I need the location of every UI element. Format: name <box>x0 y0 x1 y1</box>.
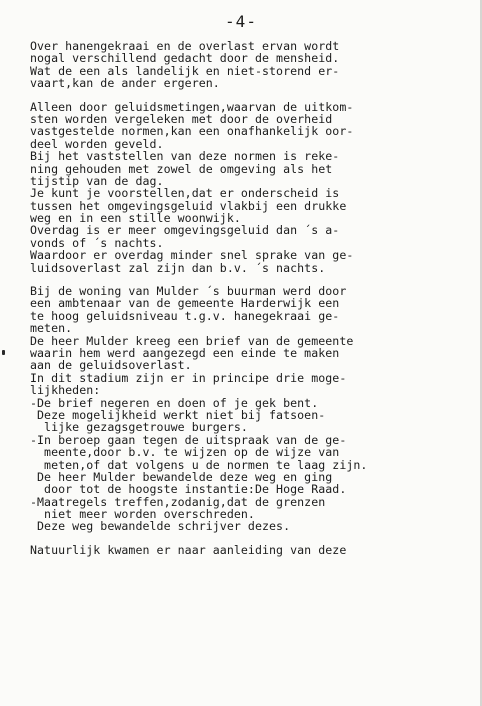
text-line: een ambtenaar van de gemeente Harderwijk een <box>30 296 340 311</box>
paragraph <box>30 40 470 90</box>
text-line: Wat de een als landelijk en niet-storend er- <box>30 63 340 78</box>
text-line: deel worden geveld. <box>30 136 164 151</box>
text-line: meente,door b.v. te wijzen op de wijze van <box>30 445 340 460</box>
text-line: Bij het vaststellen van deze normen is reke- <box>30 149 340 164</box>
text-line: Deze mogelijkheid werkt niet bij fatsoen- <box>30 407 326 422</box>
text-line: Alleen door geluidsmetingen,waarvan de uitkom- <box>30 99 354 114</box>
text-line: Deze weg bewandelde schrijver dezes. <box>30 519 291 534</box>
text-line: lijke gezagsgetrouwe burgers. <box>30 420 248 435</box>
text-line: door tot de hoogste instantie:De Hoge Raad. <box>30 482 347 497</box>
body-text <box>30 40 470 556</box>
text-line: nogal verschillend gedacht door de mensheid. <box>30 51 340 66</box>
text-line: sten worden vergeleken met door de overheid <box>30 111 333 126</box>
text-line: Over hanengekraai en de overlast ervan wordt <box>30 39 340 53</box>
paragraph <box>30 544 470 556</box>
page-number: -4- <box>225 12 257 31</box>
text-line: meten,of dat volgens u de normen te laag zijn. <box>30 457 368 472</box>
paragraph <box>30 101 470 274</box>
text-line: -Maatregels treffen,zodanig,dat de grenzen <box>30 494 326 509</box>
text-line: lijkheden: <box>30 383 101 398</box>
text-line: meten. <box>30 321 73 336</box>
text-line: ning gehouden met zowel de omgeving als het <box>30 161 333 176</box>
text-line: -De brief negeren en doen of je gek bent. <box>30 395 319 410</box>
text-line: te hoog geluidsniveau t.g.v. hanegekraai ge- <box>30 308 340 323</box>
text-line: tijstip van de dag. <box>30 173 164 188</box>
text-line: -In beroep gaan tegen de uitspraak van de ge- <box>30 432 347 447</box>
text-line: Waardoor er overdag minder snel sprake van ge- <box>30 248 354 263</box>
text-line: waarin hem werd aangezegd een einde te maken <box>30 345 340 360</box>
binding-hole-mark <box>2 350 5 355</box>
text-line: De heer Mulder bewandelde deze weg en ging <box>30 469 333 484</box>
text-line: Bij de woning van Mulder ´s buurman werd door <box>30 284 347 299</box>
text-line: Natuurlijk kwamen er naar aanleiding van deze <box>30 542 347 557</box>
text-line: aan de geluidsoverlast. <box>30 358 192 373</box>
paragraph-gap <box>30 90 470 101</box>
text-line: vonds of ´s nachts. <box>30 235 164 250</box>
text-line: weg en in een stille woonwijk. <box>30 211 241 226</box>
text-line: Overdag is er meer omgevingsgeluid dan ´s a- <box>30 223 340 238</box>
text-line: luidsoverlast zal zijn dan b.v. ´s nachts. <box>30 260 326 275</box>
text-line: vastgestelde normen,kan een onafhankelijk oor- <box>30 124 354 139</box>
text-line: Je kunt je voorstellen,dat er onderscheid is <box>30 186 340 201</box>
paragraph <box>30 285 470 533</box>
text-line: tussen het omgevingsgeluid vlakbij een drukke <box>30 198 347 213</box>
text-line: vaart,kan de ander ergeren. <box>30 76 220 91</box>
text-line: In dit stadium zijn er in principe drie moge- <box>30 370 347 385</box>
text-line: niet meer worden overschreden. <box>30 507 255 522</box>
text-line: De heer Mulder kreeg een brief van de gemeente <box>30 333 354 348</box>
